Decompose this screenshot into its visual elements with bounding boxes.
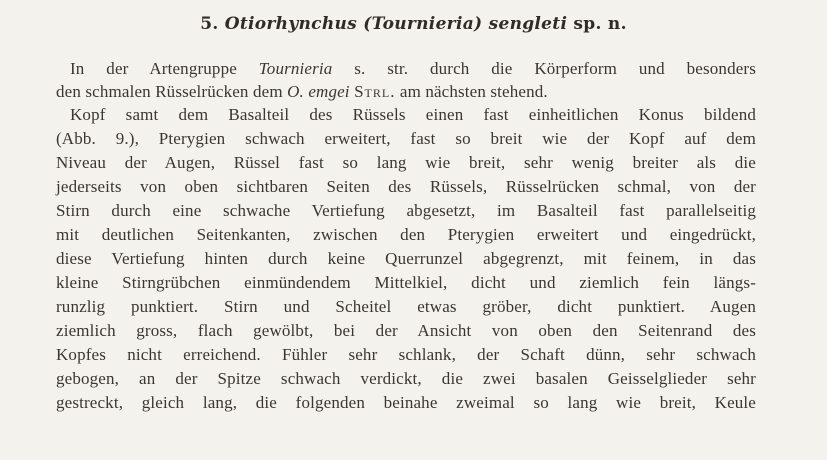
text-line: mit deutlichen Seitenkanten, zwischen den Pterygien erweitert und eingedrückt, [56,225,756,244]
text-line: diese Vertiefung hinten durch keine Querrunzel abgegrenzt, mit feinem, in das [56,249,756,268]
text-run: In der Artengruppe [70,59,259,78]
text-line: Stirn durch eine schwache Vertiefung abgesetzt, im Basalteil fast parallelseitig [56,201,756,220]
text-line: Niveau der Augen, Rüssel fast so lang wie breit, sehr wenig breiter als die [56,153,756,172]
text-line: ziemlich gross, flach gewölbt, bei der Ansicht von oben den Seitenrand des [56,321,756,340]
text-line: kleine Stirngrübchen einmündendem Mittelkiel, dicht und ziemlich fein längs- [56,273,756,292]
taxon-name: O. emgei [287,82,350,101]
heading-number: 5. [200,14,219,34]
text-run: am nächsten stehend. [395,82,548,101]
text-line: gebogen, an der Spitze schwach verdickt, die zwei basalen Geisselglieder sehr [56,369,756,388]
heading-species: sengleti [488,14,568,34]
taxon-name: Tournieria [258,59,333,78]
text-line [70,57,756,80]
author-name: Strl. [354,82,396,101]
text-run: den schmalen Rüsselrücken dem [56,82,288,101]
text-run: s. str. durch die Körperform und besonders [332,59,756,78]
text-line: Kopfes nicht erreichend. Fühler sehr schlank, der Schaft dünn, sehr schwach [56,345,756,364]
text-line: Kopf samt dem Basalteil des Rüssels einen fast einheitlichen Konus bildend [70,105,756,124]
heading-suffix: sp. n. [573,14,627,34]
species-heading [0,14,827,34]
heading-genus: Otiorhynchus [224,14,358,34]
text-line: (Abb. 9.), Pterygien schwach erweitert, fast so breit wie der Kopf auf dem [56,129,756,148]
text-line: gestreckt, gleich lang, die folgenden beinahe zweimal so lang wie breit, Keule [56,393,756,412]
text-line: jederseits von oben sichtbaren Seiten des Rüssels, Rüsselrücken schmal, von der [56,177,756,196]
text-line: runzlig punktiert. Stirn und Scheitel etwas gröber, dicht punktiert. Augen [56,297,756,316]
heading-subgenus: (Tournieria) [363,14,483,34]
text-line [56,80,756,103]
